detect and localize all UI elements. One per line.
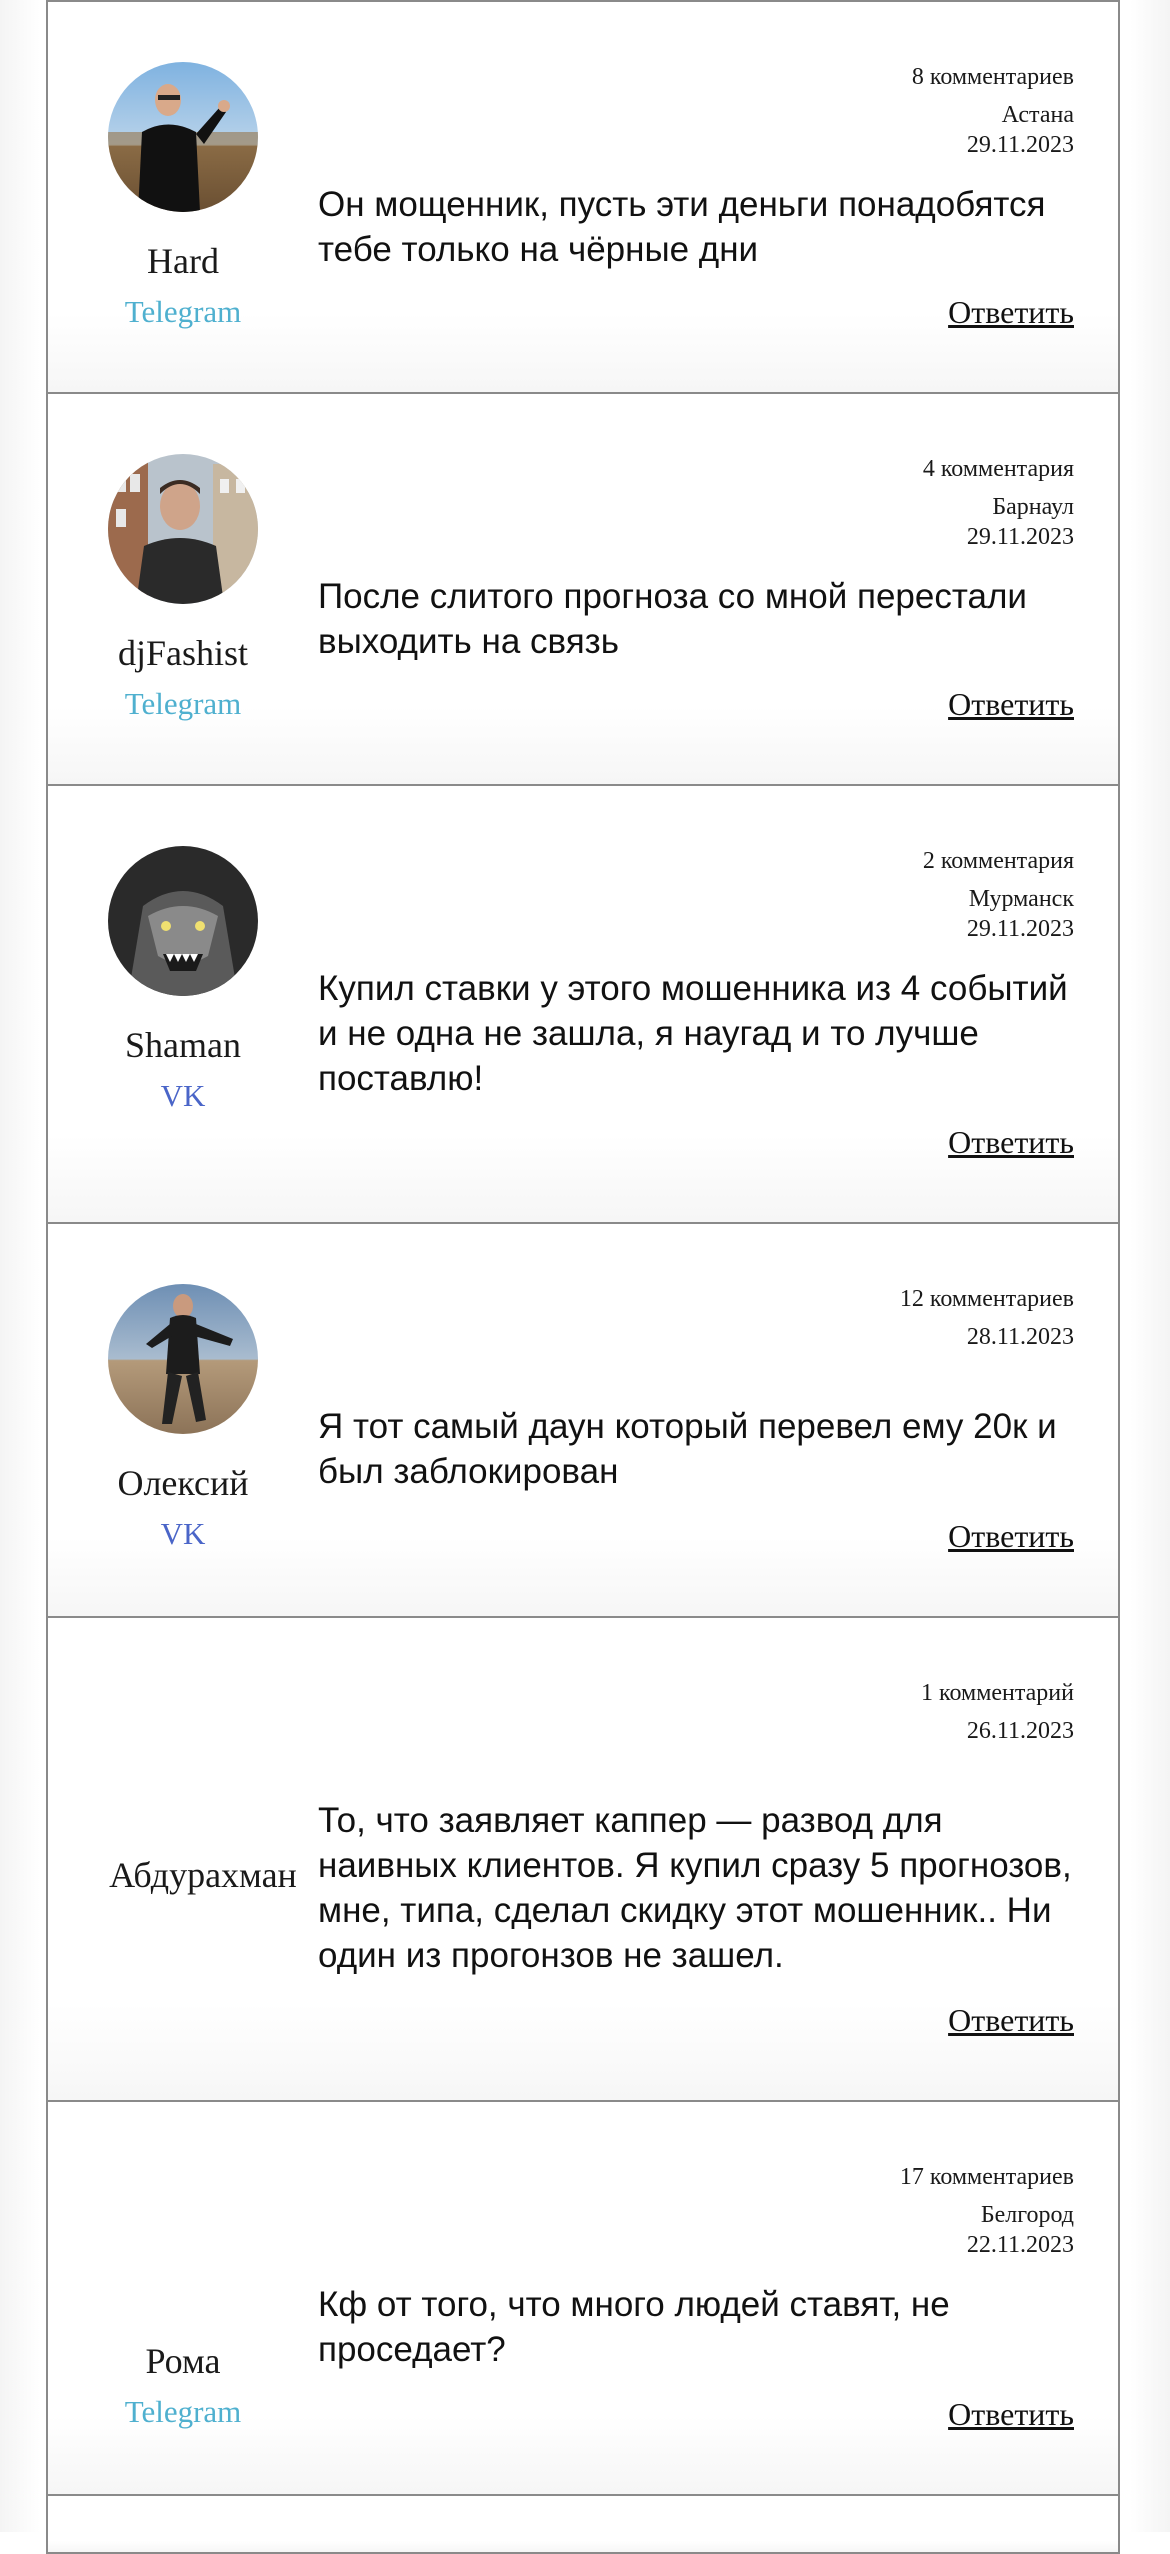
comment-card	[46, 2100, 1120, 2496]
author-source-link[interactable]: VK	[160, 1078, 206, 1113]
comment-count: 12 комментариев	[899, 1286, 1074, 1312]
avatar	[108, 454, 258, 604]
comment-text: Я тот самый даун который перевел ему 20к и был заблокирован	[318, 1407, 1057, 1491]
comment-city: Астана	[1001, 102, 1074, 128]
comment-count: 17 комментариев	[899, 2164, 1074, 2190]
comment-text: Купил ставки у этого мошенника из 4 событий и не одна не зашла, я наугад и то лучше поставлю!	[318, 969, 1068, 1098]
comment-date: 28.11.2023	[966, 1324, 1074, 1350]
comment-text: Он мощенник, пусть эти деньги понадобятся тебе только на чёрные дни	[318, 185, 1046, 269]
author-name: Абдурахман	[109, 1855, 297, 1895]
comment-text: То, что заявляет каппер — развод для наивных клиентов. Я купил сразу 5 прогнозов, мне, типа, сделал скидку этот мошенник.. Ни один из прогонзов не зашел.	[318, 1801, 1072, 1975]
comment-date: 29.11.2023	[966, 132, 1074, 158]
author-name: Олексий	[117, 1463, 249, 1503]
comment-meta	[912, 62, 1074, 160]
author-name: djFashist	[117, 633, 249, 673]
comment-count: 8 комментариев	[911, 64, 1074, 90]
reply-button[interactable]: Ответить	[948, 686, 1074, 722]
author-source-link[interactable]: Telegram	[124, 686, 242, 721]
comment-city: Барнаул	[992, 494, 1074, 520]
comment-text: Кф от того, что много людей ставят, не проседает?	[318, 2285, 950, 2369]
comment-meta	[900, 1284, 1074, 1352]
comment-count: 2 комментария	[922, 848, 1074, 874]
avatar	[108, 62, 258, 212]
comment-date: 26.11.2023	[966, 1718, 1074, 1744]
comment-card	[46, 1222, 1120, 1618]
author-name: Hard	[147, 241, 219, 281]
comment-meta	[923, 846, 1074, 944]
comment-meta	[923, 454, 1074, 552]
avatar-photo	[108, 1284, 258, 1434]
comment-text: После слитого прогноза со мной перестали выходить на связь	[318, 577, 1027, 661]
comment-card	[46, 392, 1120, 786]
avatar	[108, 1284, 258, 1434]
author-source-link[interactable]: Telegram	[124, 2394, 242, 2429]
comment-date: 22.11.2023	[966, 2232, 1074, 2258]
comment-meta	[921, 1678, 1074, 1746]
comment-card	[46, 1616, 1120, 2102]
reply-button[interactable]: Ответить	[948, 2002, 1074, 2038]
reply-button[interactable]: Ответить	[948, 294, 1074, 330]
comment-count: 1 комментарий	[921, 1680, 1074, 1706]
author-name: Shaman	[125, 1025, 241, 1065]
comment-date: 29.11.2023	[966, 524, 1074, 550]
comment-meta	[900, 2162, 1074, 2260]
avatar	[108, 846, 258, 996]
avatar-photo	[108, 62, 258, 212]
avatar-photo	[108, 846, 258, 996]
author-source-link[interactable]: Telegram	[124, 294, 242, 329]
comment-card	[46, 2494, 1120, 2554]
author-source-link[interactable]: VK	[160, 1516, 206, 1551]
reply-button[interactable]: Ответить	[948, 2396, 1074, 2432]
comment-city: Мурманск	[968, 886, 1074, 912]
comment-card	[46, 784, 1120, 1224]
avatar-photo	[108, 454, 258, 604]
comment-date: 29.11.2023	[966, 916, 1074, 942]
reply-button[interactable]: Ответить	[948, 1124, 1074, 1160]
author-name: Рома	[145, 2341, 221, 2381]
reply-button[interactable]: Ответить	[948, 1518, 1074, 1554]
comment-card	[46, 0, 1120, 394]
comment-city: Белгород	[980, 2202, 1074, 2228]
comment-count: 4 комментария	[922, 456, 1074, 482]
